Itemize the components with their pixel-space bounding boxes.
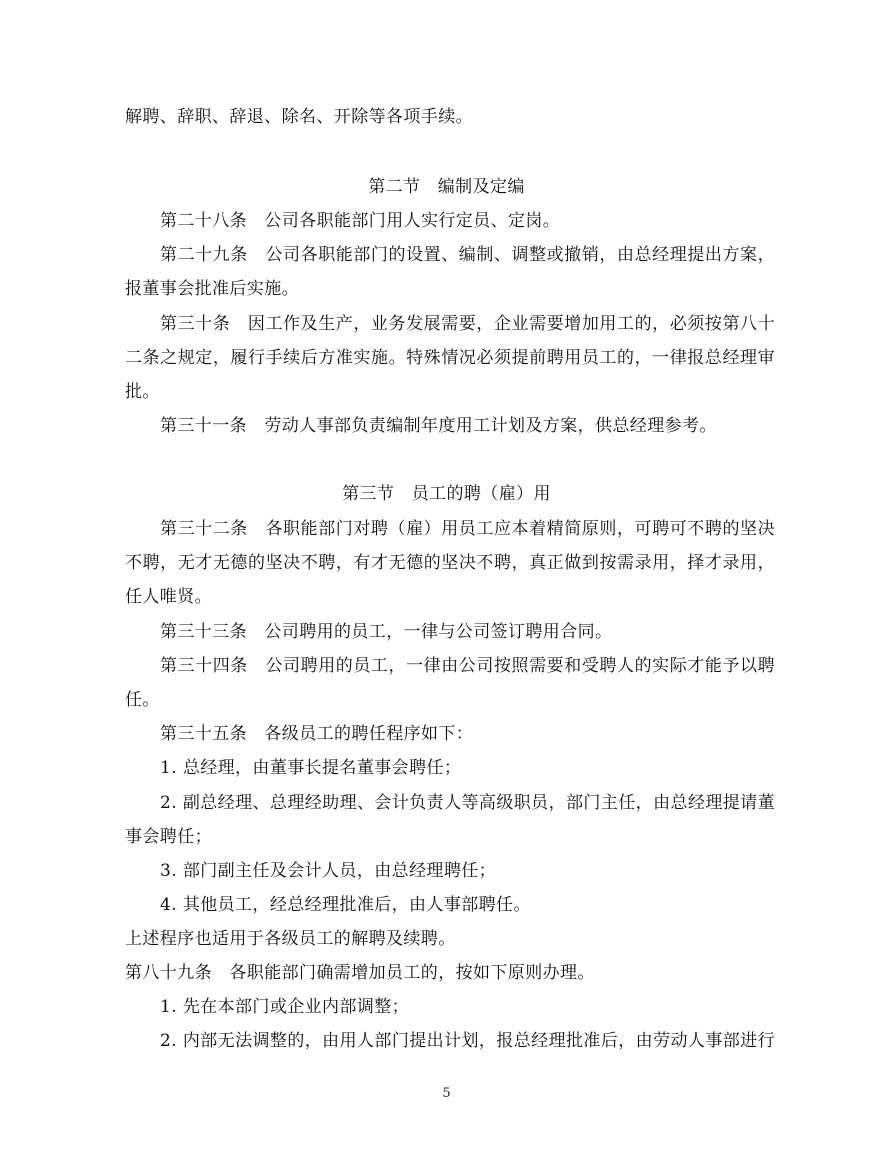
paragraph-line: 不聘，无才无德的坚决不聘，有才无德的坚决不聘，真正做到按需录用，择才录用，: [125, 553, 775, 573]
paragraph-line: 第三十三条 公司聘用的员工，一律与公司签订聘用合同。: [160, 622, 613, 642]
paragraph-line: 第八十九条 各职能部门确需增加员工的，按如下原则办理。: [125, 963, 595, 983]
paragraph-line: 二条之规定，履行手续后方准实施。特殊情况必须提前聘用员工的，一律报总经理审: [125, 348, 775, 368]
section-heading: 第三节 员工的聘（雇）用: [342, 484, 551, 504]
paragraph-line: 第三十二条 各职能部门对聘（雇）用员工应本着精简原则，可聘可不聘的坚决: [160, 519, 775, 539]
section-heading: 第二节 编制及定编: [368, 177, 525, 197]
paragraph-line: 报董事会批准后实施。: [125, 279, 299, 299]
paragraph-line: 事会聘任；: [125, 827, 212, 847]
paragraph-line: 批。: [125, 382, 160, 402]
list-item: 3. 部门副主任及会计人员，由总经理聘任；: [160, 861, 497, 881]
paragraph-line: 第二十九条 公司各职能部门的设置、编制、调整或撤销，由总经理提出方案，: [160, 245, 775, 265]
paragraph-line: 解聘、辞职、辞退、除名、开除等各项手续。: [125, 107, 473, 127]
paragraph-line: 第三十五条 各级员工的聘任程序如下：: [160, 724, 474, 744]
list-item: 1. 先在本部门或企业内部调整；: [160, 997, 410, 1017]
list-item: 2. 内部无法调整的，由用人部门提出计划，报总经理批准后，由劳动人事部进行: [160, 1031, 775, 1051]
paragraph-line: 上述程序也适用于各级员工的解聘及续聘。: [125, 929, 456, 949]
page-number: 5: [442, 1086, 451, 1101]
paragraph-line: 第三十一条 劳动人事部负责编制年度用工计划及方案，供总经理参考。: [160, 416, 717, 436]
list-item: 2. 副总经理、总理经助理、会计负责人等高级职员，部门主任，由总经理提请董: [160, 793, 775, 813]
paragraph-line: 第二十八条 公司各职能部门用人实行定员、定岗。: [160, 211, 561, 231]
paragraph-line: 第三十条 因工作及生产，业务发展需要，企业需要增加用工的，必须按第八十: [160, 314, 775, 334]
paragraph-line: 第三十四条 公司聘用的员工，一律由公司按照需要和受聘人的实际才能予以聘: [160, 656, 775, 676]
list-item: 4. 其他员工，经总经理批准后，由人事部聘任。: [160, 895, 531, 915]
list-item: 1. 总经理，由董事长提名董事会聘任；: [160, 758, 462, 778]
paragraph-line: 任人唯贤。: [125, 587, 212, 607]
paragraph-line: 任。: [125, 690, 160, 710]
